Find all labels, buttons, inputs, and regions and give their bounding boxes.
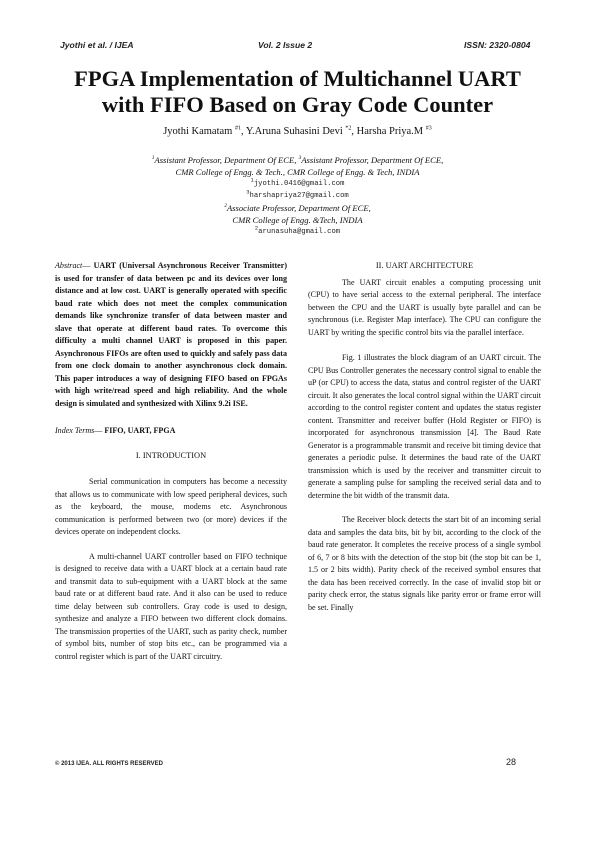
email-3-mark: 3 [246,188,250,196]
section-heading-architecture: II. UART ARCHITECTURE [375,261,474,270]
affiliations [60,154,535,238]
author-2: , Y.Aruna Suhasini Devi [240,126,346,137]
affiliation-line-4: CMR College of Engg. &Tech, INDIA [232,215,363,225]
aff-text-3: Associate Professor, Department Of ECE, [226,203,371,213]
section-heading-introduction: I. INTRODUCTION [135,450,207,460]
author-3-mark: #3 [425,125,432,132]
index-terms-dash: — [94,426,105,435]
affiliation-line-1 [60,154,535,166]
abstract-label: Abstract [55,261,83,270]
title-line-2: with FIFO Based on Gray Code Counter [101,92,494,117]
aff-text-1b: Assistant Professor, Department Of ECE, [301,155,444,165]
abstract [55,260,287,410]
arch-paragraph-1: The UART circuit enables a computing processing unit (CPU) to have serial access to the external peripheral. The interface between the CPU and the UART is usually byte parallel and can be synchronous (i.e. Register Map interface). The CPU can configure the UART by writing the specific control bits via the parallel interface. [308,277,541,337]
email-3-text: harshapriya27@gmail.com [249,192,349,200]
author-1-mark: #1 [234,125,241,132]
email-2 [60,226,535,238]
intro-paragraph-1: Serial communication in computers has become a necessity that allows us to communicate with low speed peripheral devices, such as the keyboard, the mouse, modems etc. Asynchronous communication is performed between two (or more) devices if the devices operate on independent clocks. [55,477,287,536]
copyright-notice: © 2013 IJEA. ALL RIGHTS RESERVED [55,761,164,767]
right-column [308,260,541,614]
intro-paragraph-2: A multi-channel UART controller based on FIFO technique is designed to receive data with a UART block at a certain baud rate and transmit data to sub-equipment with a UART block at the same baud rate or at different baud rate. And it also can be used to reduce time delay between sub controllers. Gray code is used to design, synthesize and analyze a FIFO between two different clock domains. The transmission properties of the UART, such as parity check, number of symbol bits, number of stop bits etc., can be programmed via a control register which is part of the UART circuitry. [55,551,287,661]
aff-mark-1: 1 [151,155,155,162]
author-3: , Harsha Priya.M [351,126,426,137]
aff-mark-3: 3 [298,155,302,162]
abstract-text: UART (Universal Asynchronous Receiver Transmitter) is used for transfer of data between pc and its devices over long distance and at low cost. UART is generally operated with specific baud rate which does not meet the complex communication demands like synchronize transfer of data between master and slave that operate at different baud rates. To overcome this difficulty a multi channel UART is proposed in this paper. Asynchronous FIFOs are often used to quickly and safely pass data from one clock domain to another asynchronous clock domain. This paper introduces a way of designing FIFO based on FPGAs with high write/read speed and high reliability. And the whole design is simulated and synthesized with Xilinx 9.2i ISE. [55,261,287,408]
email-2-text: arunasuha@gmail.com [258,228,341,236]
affiliation-line-3 [60,202,535,214]
title-line-1: FPGA Implementation of Multichannel UART [74,66,521,91]
index-terms [55,425,287,438]
running-header-volume: Vol. 2 Issue 2 [258,40,313,50]
running-header-issn: ISSN: 2320-0804 [464,40,531,50]
page-number: 28 [506,757,517,767]
aff-mark-2: 2 [224,203,227,210]
email-1 [60,178,535,190]
abstract-dash: — [82,261,94,270]
paper-title [30,66,565,118]
author-1: Jyothi Kamatam [163,126,235,137]
index-terms-label: Index Terms [55,426,95,435]
email-3 [60,190,535,202]
author-2-mark: *2 [345,125,352,132]
left-column [55,260,287,663]
affiliation-line-2: CMR College of Engg. & Tech., CMR College of Engg. & Tech, INDIA [175,167,420,177]
email-2-mark: 2 [254,224,259,232]
running-header-journal: Jyothi et al. / IJEA [60,40,134,50]
aff-text-1a: Assistant Professor, Department Of ECE, [154,155,299,165]
email-1-text: jyothi.0416@gmail.com [253,180,345,188]
email-1-mark: 1 [250,176,254,184]
author-list [30,126,565,137]
arch-paragraph-3: The Receiver block detects the start bit of an incoming serial data and samples the data bits, bit by bit, according to the clock of the baud rate generator. It completes the receive process of a single symbol of 6, 7 or 8 bits with the detection of the stop bit (the stop bit can be 1, 1.5 or 2 bits width). Parity check of the received symbol ensures that the data has been received correctly. In the case of invalid stop bit or parity check error, the status signals like parity error or frame error will be set. Finally [308,515,541,612]
index-terms-text: FIFO, UART, FPGA [104,426,176,435]
arch-paragraph-2: Fig. 1 illustrates the block diagram of an UART circuit. The CPU Bus Controller generates the necessary control signal to enable the uP (or CPU) to access the data, status and control register of the UART circuit. It also generates the local control signal within the UART circuit according to the control register content and updates the status register content. Transmitter and receiver buffer (Hold Register or FIFO) is incorporated for asynchronous transmission [4]. The Baud Rate Generator is a programmable transmit and receive bit timing device that generates a periodic pulse. It determines the baud rate of the UART transmission which is used by the receiver and transmitter circuit to generate a sampling pulse for sampling the received serial data and to determine the bit width of the transmit data. [308,353,541,500]
